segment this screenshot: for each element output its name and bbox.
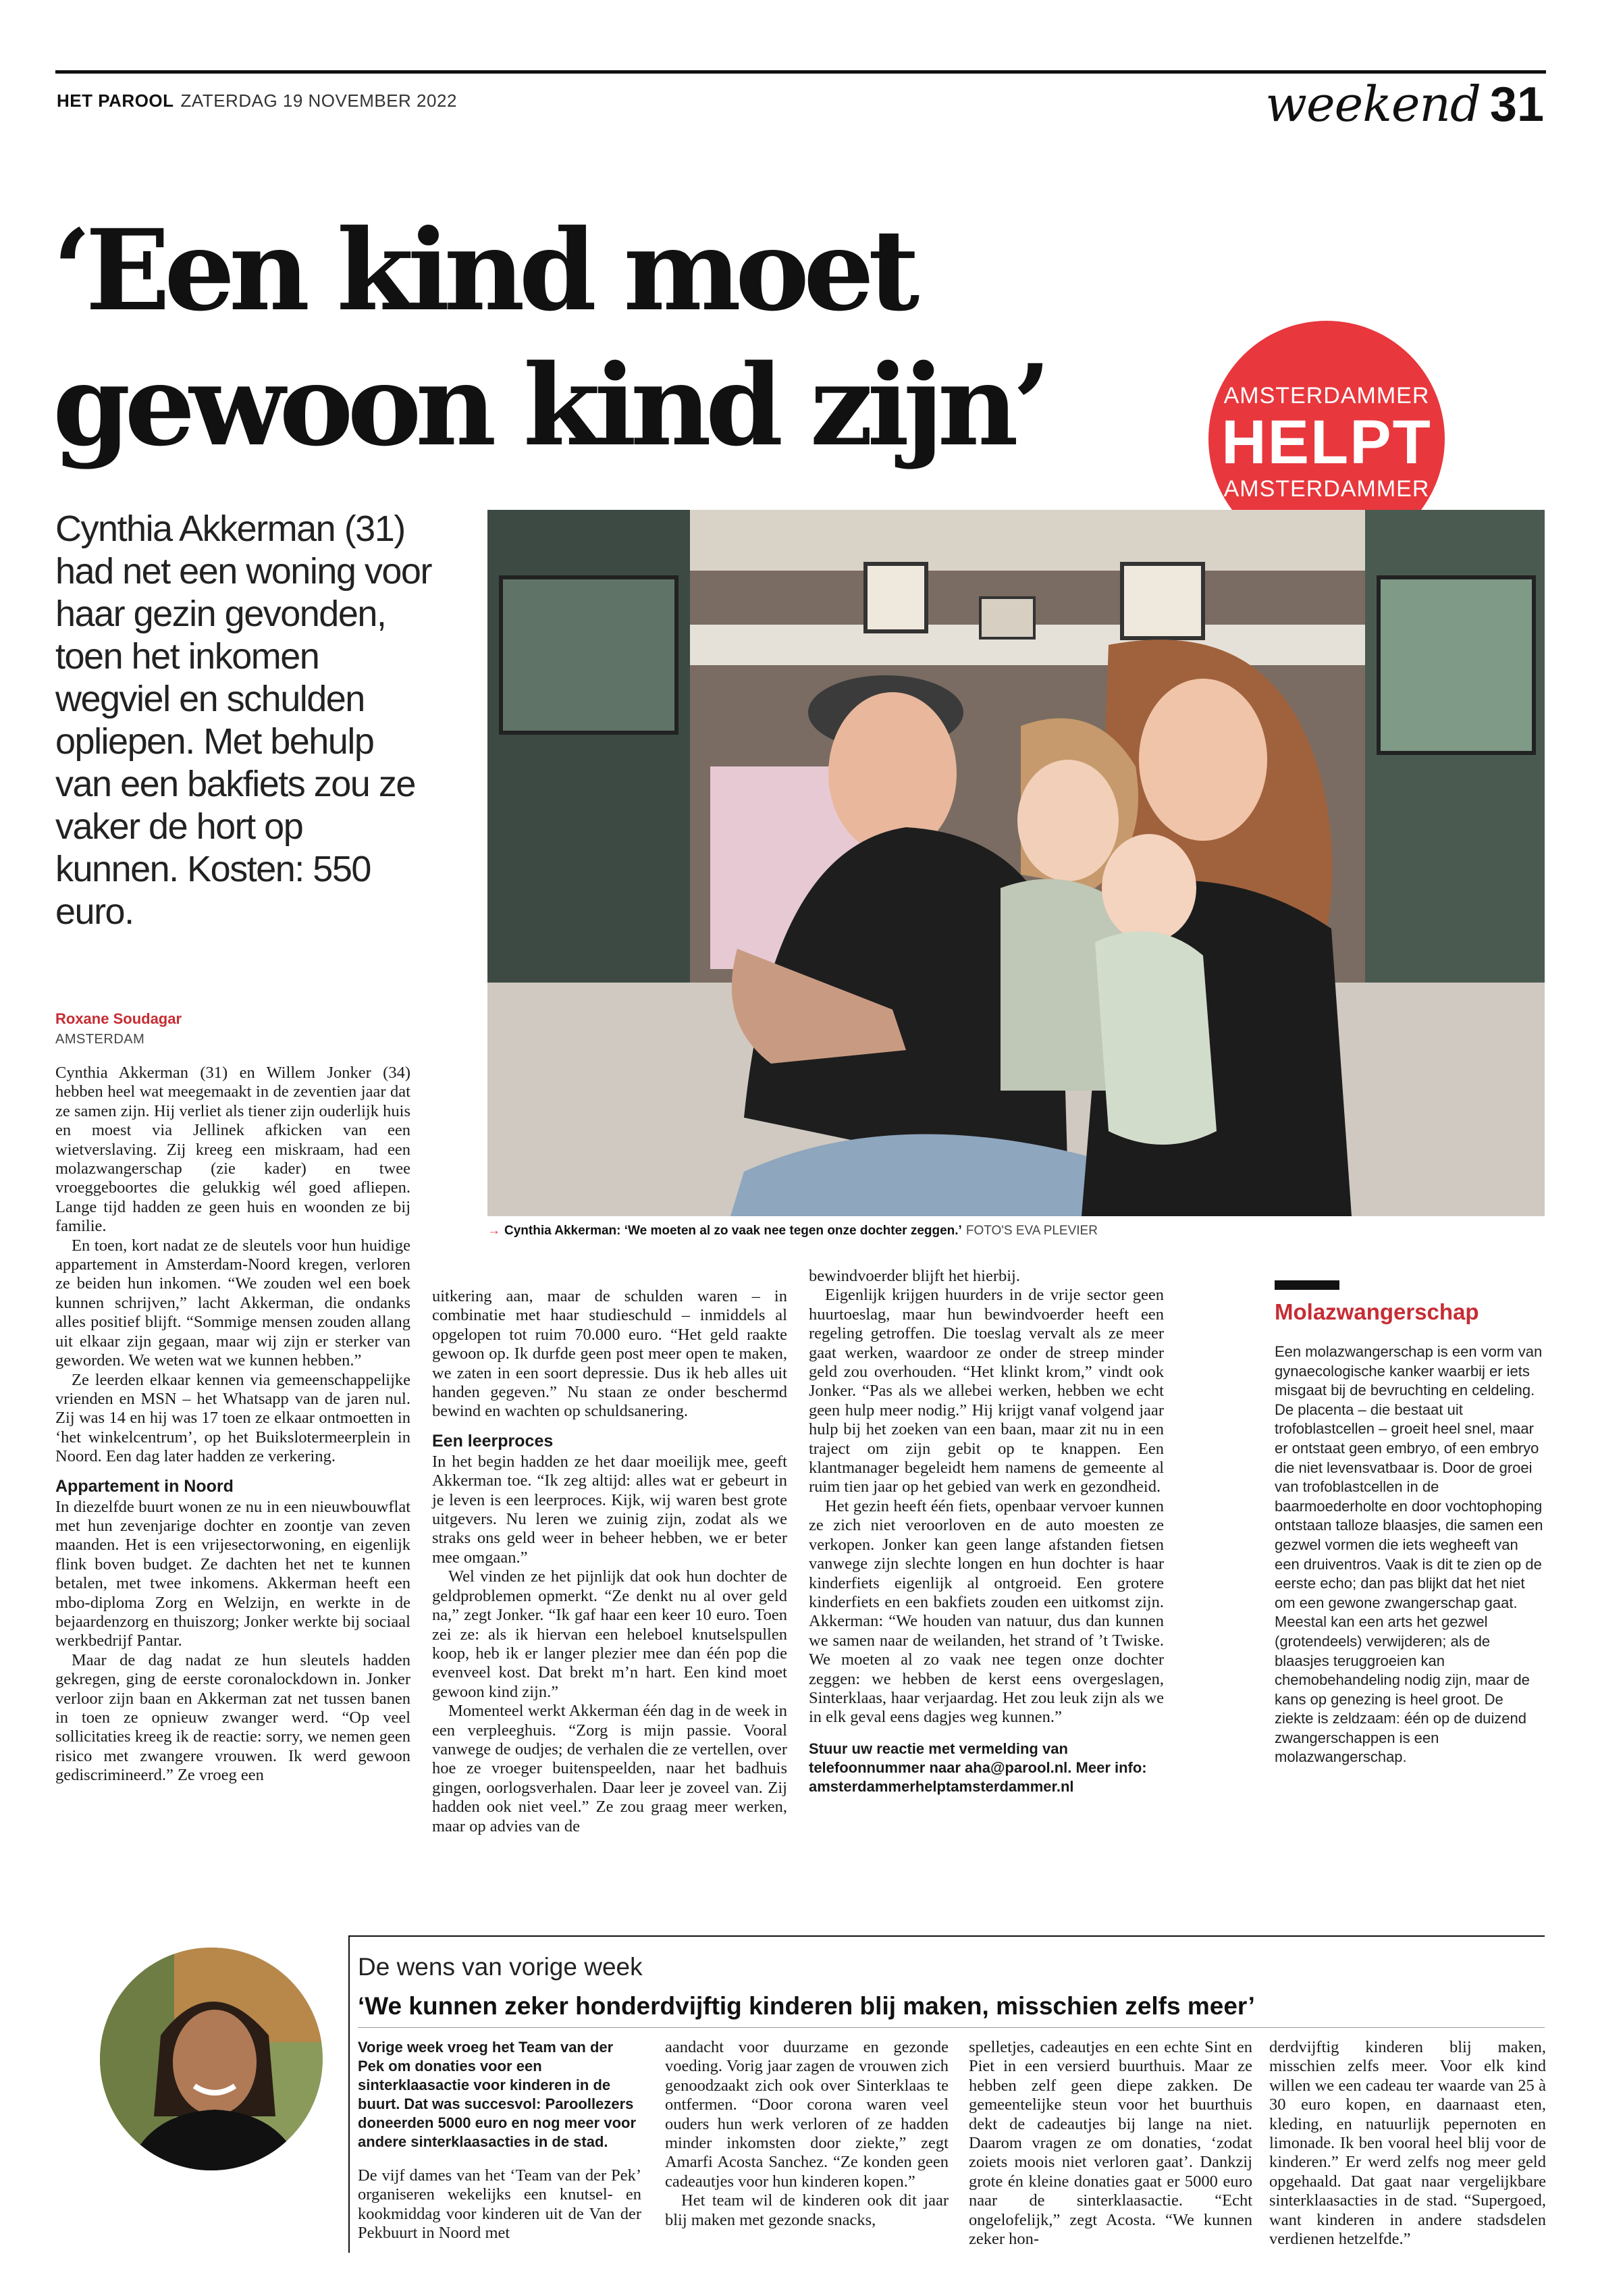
article-paragraph: Wel vinden ze het pijnlijk dat ook hun dochter de geldproblemen opmerkt. “Ze denkt nu al over geld na,” zegt Jonker. “Ik gaf haar een keer 10 euro. Toen zei ze: als ik hiervan een heleboel knutselspullen koop, heb ik er langer plezier mee dan één pop die evenveel kost. Dat brekt m’n hart. Een kind moet gewoon kind zijn.” [432,1567,787,1701]
wish-paragraph: aandacht voor duurzame en gezonde voeding. Vorig jaar zagen de vrouwen zich genoodzaakt zich ook over Sinterklaas te ontfermen. “Door corona waren veel ouders hun werk verloren of ze hadden minder inkomsten door ziekte,” zegt Amarfi Acosta Sanchez. “Ze konden geen cadeautjes voor hun kinderen kopen.” [665,2038,949,2191]
dateline: AMSTERDAM [55,1032,145,1047]
article-paragraph: Ze leerden elkaar kennen via gemeenschappelijke vrienden en MSN – het Whatsapp van de jaren nul. Zij was 14 en hij was 17 toen ze elkaar ontmoetten in ‘het winkelcentrum’, op het Buikslotermeerplein in Noord. Een dag later hadden ze verkering. [55,1370,410,1466]
article-paragraph: uitkering aan, maar de schulden waren – in combinatie met haar studieschuld – inmiddels al opgelopen tot ruim 70.000 euro. “Het geld raakte gewoon op. Ik durfde geen post meer open te maken, we zaten in een soort depressie. Dus ik heb alles uit handen gegeven.” Nu staan ze onder beschermd bewind en wachten op schuldsanering. [432,1287,787,1421]
badge-line-1: AMSTERDAMMER [1223,383,1430,409]
photo-credit: FOTO'S EVA PLEVIER [965,1224,1098,1238]
wish-headline: ‘We kunnen zeker honderdvijftig kinderen blij maken, misschien zelfs meer’ [358,1992,1255,2020]
article-paragraph: bewindvoerder blijft het hierbij. [809,1267,1020,1285]
sidebar-bar [1275,1280,1339,1290]
section-divider-vertical [348,1935,350,2253]
portrait-photo [100,1948,323,2170]
intro-text: Cynthia Akkerman (31) had net een woning voor haar gezin gevonden, toen het inkomen wegviel en schulden opliepen. Met behulp van een bakfiets zou ze vaker de hort op kunnen. Kosten: 550 euro. [55,508,431,932]
call-to-action: Stuur uw reactie met vermelding van telefoonnummer naar aha@parool.nl. Meer info: amsterdammerhelptamsterdammer.nl [809,1740,1147,1795]
section-name: weekend [1265,76,1481,132]
subheading-leerproces: Een leerproces [432,1431,554,1451]
wish-paragraph: De vijf dames van het ‘Team van der Pek’ organiseren wekelijks een knutsel- en kookmiddag voor kinderen uit de Van der Pekbuurt in Noord met [358,2166,641,2243]
article-paragraph: Eigenlijk krijgen huurders in de vrije sector geen huurtoeslag, maar hun bewindvoerder heeft een regeling getroffen. Die toeslag vervalt als ze meer gaat werken, waardoor ze onder de streep minder geld zou overhouden. “Het klinkt krom,” vindt ook Jonker. “Pas als we allebei werken, hebben we echt geen hulp meer nodig.” Hij krijgt vanaf volgend jaar hulp bij het zoeken van een baan, maar zit nu in een traject om zijn gebit op te knappen. Een klantmanager begeleidt hem namens de gemeente al ruim tien jaar op het gebied van werk en gezondheid. [809,1286,1164,1496]
article-paragraph: En toen, kort nadat ze de sleutels voor hun huidige appartement in Amsterdam-Noord kregen, verloren ze beiden hun inkomen. “We zouden wel een boek kunnen schrijven,” lacht Akkerman, die ondanks alles positief blijft. “Sommige mensen zouden allang uit elkaar zijn gegaan, maar wij zijn er sterker van geworden. We weten wat we kunnen hebben.” [55,1236,410,1370]
sidebar-text: Een molazwangerschap is een vorm van gynaecologische kanker waarbij er iets misgaat bij de bevruchting en celdeling. De placenta – die bestaat uit trofoblastcellen – groeit heel snel, maar er ontstaat geen embryo, of een embryo die niet levensvatbaar is. Door de groei van trofoblastcellen in de baarmoederholte en door vochtophoping ontstaan talloze blaasjes, die samen een gezwel vormen die iets wegheeft van een druiventros. Vaak is dit te zien op de eerste echo; dan pas blijkt dat het niet om een gewone zwangerschap gaat. Meestal kan een arts het gezwel (grotendeels) verwijderen; als de blaasjes teruggroeien kan chemobehandeling nodig zijn, maar de kans op genezing is heel groot. De ziekte is zeldzaam: één op de duizend zwangerschappen is een molazwangerschap. [1275,1343,1543,1766]
wish-column-3 [969,2038,1252,2249]
paper-name: HET PAROOL [57,90,174,111]
headline-line-1: ‘Een kind moet [53,205,914,336]
top-rule [55,70,1546,74]
headline [53,203,1200,473]
section-divider-horizontal [348,1935,1545,1937]
caption-text: Cynthia Akkerman: ‘We moeten al zo vaak nee tegen onze dochter zeggen.’ [504,1224,962,1238]
article-paragraph: In diezelfde buurt wonen ze nu in een nieuwbouwflat met hun zevenjarige dochter en zoontje van zeven maanden. Het is een vrijesectorwoning, en eigenlijk flink boven budget. Ze dachten het net te kunnen betalen, met twee inkomens. Akkerman heeft een mbo-diploma Zorg en Welzijn, en werkte in de bejaardenzorg en thuiszorg; Jonker werkte bij sociaal werkbedrijf Pantar. [55,1497,410,1650]
wish-paragraph: Het team wil de kinderen ook dit jaar blij maken met gezonde snacks, [665,2191,949,2229]
article-column-1 [55,1064,410,1785]
article-column-3 [809,1267,1164,1796]
wish-kicker: De wens van vorige week [358,1953,643,1981]
article-paragraph: Momenteel werkt Akkerman één dag in de week in een verpleeghuis. “Zorg is mijn passie. Vooral vanwege de oudjes; de verhalen die ze vertellen, over hoe ze vroeger buitenspeelden, naar het badhuis gingen, oorlogsverhalen. Daar leer je zoveel van. Zij hadden ook niet veel.” Ze zou graag meer werken, maar op advies van de [432,1702,787,1835]
photo-caption [487,1224,1098,1238]
article-paragraph: Cynthia Akkerman (31) en Willem Jonker (34) hebben heel wat meegemaakt in de zeventien jaar dat ze samen zijn. Hij verliet als tiener zijn ouderlijk huis en moest via Jellinek afkicken van een wietverslaving. Zij kreeg een miskraam, had een molazwangerschap (zie kader) en twee vroeggeboortes die gelukkig wél goed afliepen. Lange tijd hadden ze geen huis en woonden ze bij familie. [55,1064,410,1236]
article-paragraph: In het begin hadden ze het daar moeilijk mee, geeft Akkerman toe. “Ik zeg altijd: alles wat er gebeurt in je leven is een leerproces. Kijk, wij waren best grote uitgevers. Nu leren we zuinig zijn, zodat als we straks ons geld weer in beheer hebben, we er beter mee omgaan.” [432,1452,787,1567]
headline-line-2: gewoon kind zijn’ [53,340,1046,471]
wish-column-1 [358,2038,641,2243]
byline [55,1010,182,1047]
badge-line-3: AMSTERDAMMER [1223,476,1430,502]
wish-rule [358,2027,1545,2028]
author-name: Roxane Soudagar [55,1010,182,1027]
article-paragraph: Het gezin heeft één fiets, openbaar vervoer kunnen ze zich niet veroorloven en de auto moesten ze verkopen. Jonker kan geen lange afstanden fietsen vanwege zijn slechte longen en hun dochter is haar kinderfiets eigenlijk al ontgroeid. Een grotere kinderfiets en een bakfiets zouden een uitkomst zijn. Akkerman: “We houden van natuur, dus dan kunnen we samen naar de weilanden, het strand of ’t Twiske. We moeten al zo vaak nee tegen onze dochter zeggen: we hebben de kerst eens overgeslagen, Sinterklaas, haar verjaardag. Het zou leuk zijn als we in elk geval eens dagjes weg kunnen.” [809,1496,1164,1727]
masthead-left [57,90,457,111]
article-paragraph: Maar de dag nadat ze hun sleutels hadden gekregen, ging de eerste coronalockdown in. Jonker verloor zijn baan en Akkerman zat net tussen banen in toen ze opnieuw zwanger werd. “Op veel sollicitaties kreeg ik de reactie: sorry, we nemen geen risico met zwangere vrouwen. Ik werd gewoon gediscrimineerd.” Ze vroeg een [55,1650,410,1785]
family-photo [487,510,1545,1216]
wish-column-2 [665,2038,949,2230]
article-column-2 [432,1287,787,1836]
sidebar-title: Molazwangerschap [1275,1299,1479,1324]
subheading-appartement: Appartement in Noord [55,1476,234,1496]
wish-paragraph: derdvijftig kinderen blij maken, misschien zelfs meer. Voor elk kind willen we een cadeau ter waarde van 25 à 30 euro kopen, en daarnaast eten, kleding, en natuurlijk pepernoten en limonade. Ik ben vooral heel blij voor de kinderen.” Er werd zelfs nog meer geld opgehaald. Dat gaat naar vergelijkbare sinterklaasacties in de stad. “Supergoed, want kinderen in andere stadsdelen verdienen hetzelfde.” [1269,2038,1546,2249]
issue-date: ZATERDAG 19 NOVEMBER 2022 [180,90,457,111]
wish-paragraph: spelletjes, cadeautjes en een echte Sint en Piet in een versierd buurthuis. Maar ze hebben zelf geen diepe zakken. De gemeentelijke steun voor het buurthuis dekt de cadeautjes bij lange na niet. Daarom vragen ze om donaties, ‘zodat zoiets moois niet verloren gaat’. Dankzij grote én kleine donaties gaat er 5000 euro naar de sinterklaasactie. “Echt ongelofelijk,” zegt Acosta. “We kunnen zeker hon- [969,2038,1252,2249]
wish-lead: Vorige week vroeg het Team van der Pek om donaties voor een sinterklaasactie voor kinderen in de buurt. Dat was succesvol: Paroollezers doneerden 5000 euro en nog meer voor andere sinterklaasacties in de stad. [358,2039,637,2150]
arrow-right-icon: → [487,1224,500,1238]
wish-column-4 [1269,2038,1546,2249]
badge-line-2: HELPT [1221,408,1432,477]
masthead-right [1265,76,1544,132]
page-number: 31 [1489,78,1544,132]
